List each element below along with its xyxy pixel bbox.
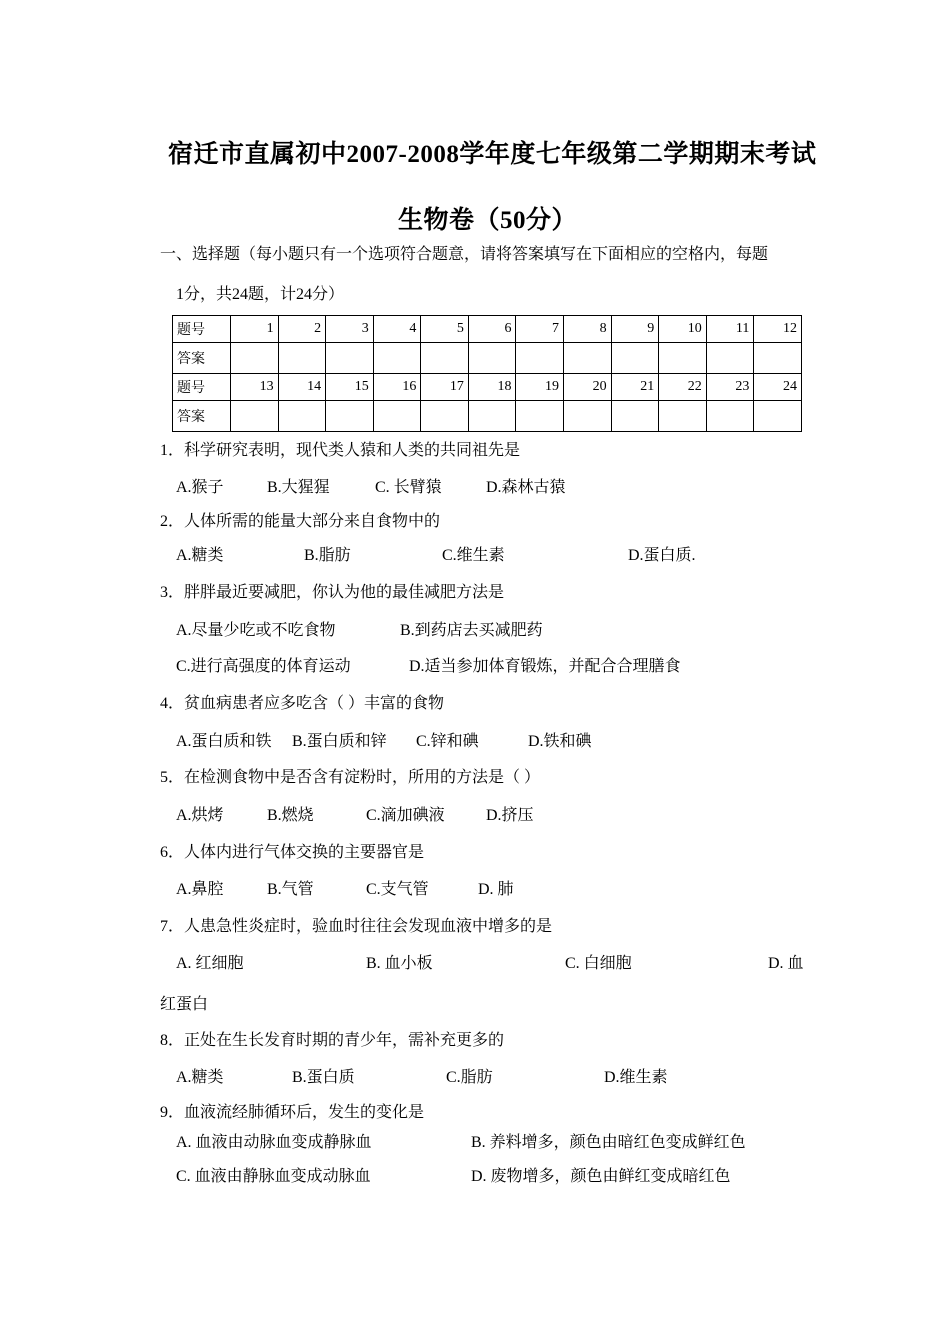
option-d: D.适当参加体育锻炼，并配合合理膳食 — [409, 658, 681, 675]
answer-cell[interactable] — [659, 343, 707, 374]
answer-cell[interactable] — [326, 343, 374, 374]
table-cell: 9 — [611, 316, 659, 343]
table-cell: 13 — [231, 374, 279, 401]
table-cell: 3 — [326, 316, 374, 343]
answer-cell[interactable] — [231, 401, 279, 432]
answer-cell[interactable] — [373, 401, 421, 432]
option-a: A. 血液由动脉血变成静脉血 — [176, 1134, 372, 1151]
answer-cell[interactable] — [421, 343, 469, 374]
option-b: B.脂肪 — [304, 547, 351, 564]
answer-cell[interactable] — [516, 343, 564, 374]
answer-cell[interactable] — [468, 401, 516, 432]
answer-cell[interactable] — [564, 401, 612, 432]
answer-cell[interactable] — [516, 401, 564, 432]
table-cell: 12 — [754, 316, 802, 343]
question-stem: 3．胖胖最近要减肥，你认为他的最佳减肥方法是 — [160, 584, 505, 601]
option-d: D. 废物增多，颜色由鲜红变成暗红色 — [471, 1168, 731, 1185]
option-a: A.猴子 — [176, 479, 224, 496]
table-cell: 15 — [326, 374, 374, 401]
answer-cell[interactable] — [468, 343, 516, 374]
table-cell: 20 — [564, 374, 612, 401]
option-d: D.维生素 — [604, 1069, 668, 1086]
question-stem: 7．人患急性炎症时，验血时往往会发现血液中增多的是 — [160, 918, 553, 935]
answer-cell[interactable] — [564, 343, 612, 374]
table-header-answer: 答案 — [173, 343, 231, 374]
table-cell: 5 — [421, 316, 469, 343]
answer-cell[interactable] — [706, 343, 754, 374]
table-cell: 8 — [564, 316, 612, 343]
section-instruction-cont: 1分，共24题，计24分） — [176, 286, 345, 303]
table-cell: 23 — [706, 374, 754, 401]
option-c: C.滴加碘液 — [366, 807, 445, 824]
table-cell: 10 — [659, 316, 707, 343]
table-header-num: 题号 — [173, 316, 231, 343]
answer-cell[interactable] — [326, 401, 374, 432]
table-cell: 11 — [706, 316, 754, 343]
table-cell: 18 — [468, 374, 516, 401]
table-cell: 21 — [611, 374, 659, 401]
question-stem: 5．在检测食物中是否含有淀粉时，所用的方法是（ ） — [160, 769, 541, 786]
table-cell: 22 — [659, 374, 707, 401]
table-cell: 2 — [278, 316, 326, 343]
table-row — [173, 374, 802, 401]
section-instruction: 一、选择题（每小题只有一个选项符合题意，请将答案填写在下面相应的空格内，每题 — [160, 246, 769, 263]
option-d: D.铁和碘 — [528, 733, 592, 750]
option-d: D.挤压 — [486, 807, 534, 824]
answer-cell[interactable] — [611, 343, 659, 374]
option-b: B.气管 — [267, 881, 314, 898]
answer-cell[interactable] — [278, 401, 326, 432]
option-b: B. 血小板 — [366, 955, 433, 972]
table-cell: 14 — [278, 374, 326, 401]
option-b: B.蛋白质和锌 — [292, 733, 387, 750]
option-d: D.森林古猿 — [486, 479, 566, 496]
answer-cell[interactable] — [278, 343, 326, 374]
option-c: C. 白细胞 — [565, 955, 632, 972]
question-stem: 1．科学研究表明，现代类人猿和人类的共同祖先是 — [160, 442, 521, 459]
table-cell: 4 — [373, 316, 421, 343]
option-a: A.糖类 — [176, 1069, 224, 1086]
option-c: C. 血液由静脉血变成动脉血 — [176, 1168, 371, 1185]
table-cell: 17 — [421, 374, 469, 401]
option-c: C.进行高强度的体育运动 — [176, 658, 351, 675]
answer-cell[interactable] — [754, 401, 802, 432]
exam-title: 宿迁市直属初中2007-2008学年度七年级第二学期期末考试 — [168, 141, 817, 168]
answer-cell[interactable] — [373, 343, 421, 374]
question-stem: 4．贫血病患者应多吃含（ ）丰富的食物 — [160, 695, 445, 712]
answer-cell[interactable] — [231, 343, 279, 374]
option-a: A.尽量少吃或不吃食物 — [176, 622, 336, 639]
table-cell: 1 — [231, 316, 279, 343]
option-a: A.糖类 — [176, 547, 224, 564]
option-c: C.脂肪 — [446, 1069, 493, 1086]
option-b: B.到药店去买减肥药 — [400, 622, 543, 639]
option-b: B. 养料增多，颜色由暗红色变成鲜红色 — [471, 1134, 746, 1151]
answer-cell[interactable] — [706, 401, 754, 432]
table-row — [173, 343, 802, 374]
table-row — [173, 401, 802, 432]
answer-table — [172, 315, 802, 432]
option-a: A.鼻腔 — [176, 881, 224, 898]
option-c: C.支气管 — [366, 881, 429, 898]
table-header-answer: 答案 — [173, 401, 231, 432]
table-cell: 16 — [373, 374, 421, 401]
option-d: D.蛋白质. — [628, 547, 696, 564]
option-b: B.燃烧 — [267, 807, 314, 824]
option-d-continuation: 红蛋白 — [160, 996, 209, 1013]
option-c: C. 长臂猿 — [375, 479, 442, 496]
table-cell: 19 — [516, 374, 564, 401]
question-stem: 9．血液流经肺循环后，发生的变化是 — [160, 1104, 425, 1121]
answer-cell[interactable] — [611, 401, 659, 432]
table-cell: 7 — [516, 316, 564, 343]
option-a: A.烘烤 — [176, 807, 224, 824]
option-b: B.蛋白质 — [292, 1069, 355, 1086]
option-b: B.大猩猩 — [267, 479, 330, 496]
table-cell: 24 — [754, 374, 802, 401]
table-row — [173, 316, 802, 343]
exam-subtitle: 生物卷（50分） — [398, 207, 578, 234]
answer-cell[interactable] — [421, 401, 469, 432]
answer-cell[interactable] — [659, 401, 707, 432]
question-stem: 8．正处在生长发育时期的青少年，需补充更多的 — [160, 1032, 505, 1049]
table-cell: 6 — [468, 316, 516, 343]
option-c: C.维生素 — [442, 547, 505, 564]
option-a: A. 红细胞 — [176, 955, 244, 972]
option-a: A.蛋白质和铁 — [176, 733, 272, 750]
table-header-num: 题号 — [173, 374, 231, 401]
option-d: D. 血 — [768, 955, 804, 972]
answer-cell[interactable] — [754, 343, 802, 374]
option-c: C.锌和碘 — [416, 733, 479, 750]
question-stem: 6．人体内进行气体交换的主要器官是 — [160, 844, 425, 861]
option-d: D. 肺 — [478, 881, 514, 898]
question-stem: 2．人体所需的能量大部分来自食物中的 — [160, 513, 441, 530]
